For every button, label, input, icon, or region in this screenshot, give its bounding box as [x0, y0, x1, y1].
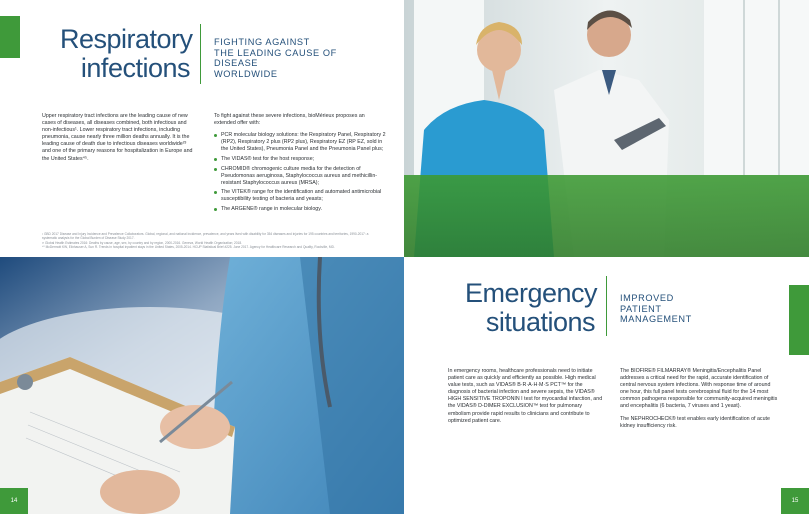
list-item: PCR molecular biology solutions: the Respiratory Panel, Respiratory 2 (RP2), Respiratory 2 plus (RP2 plus), Respiratory EZ (RP EZ, sold in the United States), Pneumonia Panel and the Pneumonia Panel plus; — [214, 132, 386, 153]
footnote: ⁴⁵ McDermott KW, Elixhauser A, Sun R. Trends in hospital inpatient stays in the United States, 2005-2014. HCUP Statistical Brief #225. June 2017. Agency for Healthcare Research and Quality, Rockville, MD. — [42, 245, 335, 250]
list-item: CHROMID® chromogenic culture media for the detection of Pseudomonas aeruginosa, Staphylococcus aureus and methicillin-resistant Staphylococcus aureus (MRSA); — [214, 166, 386, 187]
subhead-line: IMPROVED — [620, 293, 674, 303]
section-subhead — [620, 293, 760, 325]
right-column-text — [620, 368, 780, 435]
paragraph: The NEPHROCHECK® test enables early identification of acute kidney insufficiency risk. — [620, 415, 770, 429]
title-divider — [200, 24, 201, 84]
footnote: ¹ GBD 2017 Disease and Injury Incidence and Prevalence Collaborators. Global, regional, and national incidence, prevalence, and years lived with disability for 354 diseases and injuries for 195 countries and territories, 1990-2017: a systematic analysis for the Global Burden of Disease Study 2017. — [42, 232, 369, 241]
subhead-line: WORLDWIDE — [214, 68, 278, 79]
list-item: The ARGENE® range in molecular biology. — [214, 206, 386, 213]
subhead-line: MANAGEMENT — [620, 314, 692, 324]
paragraph: The BIOFIRE® FILMARRAY® Meningitis/Encephalitis Panel addresses a critical need for the rapid, accurate identification of central nervous system infections. With response time of around one hour, this full panel tests cerebrospinal fluid for the 14 most common pathogens responsible for community-acquired meningitis and encephalitis (6 bacteria, 7 viruses and 1 yeast). — [620, 368, 778, 410]
left-column-text — [42, 113, 194, 168]
title-divider — [606, 276, 607, 336]
left-column-text — [448, 368, 606, 430]
doctors-photo — [404, 0, 809, 257]
section-subhead — [214, 37, 364, 79]
paragraph: To fight against these severe infections, bioMérieux proposes an extended offer with: — [214, 113, 365, 127]
title-line: infections — [80, 53, 190, 83]
footnote: ²³ Global Health Estimates 2016: Deaths by cause, age, sex, by country and by region, 2000-2016. Geneva, World Health Organization; 2018. — [42, 240, 242, 245]
footnotes — [42, 232, 372, 250]
title-line: Emergency — [465, 278, 598, 308]
nurse-writing-photo — [0, 257, 404, 514]
subhead-line: DISEASE — [214, 58, 259, 68]
paragraph: Upper respiratory tract infections are the leading cause of new cases of diseases, all diseases combined, both infectious and non-infectious¹. Lower respiratory tract infections, including pneumonia, cause nearly three million deaths annually. It is the leading cause of death due to infectious diseases worldwide²³ and one of the primary reasons for hospitalization in Europe and the United States⁴⁵. — [42, 113, 193, 162]
page-title-respiratory — [60, 24, 193, 83]
page-number-left: 14 — [0, 488, 28, 514]
accent-tab-right — [789, 285, 809, 355]
right-column-text — [214, 113, 386, 216]
page-title-emergency — [465, 278, 598, 337]
list-item: The VITEK® range for the identification and automated antimicrobial susceptibility testing of bacteria and yeasts; — [214, 189, 386, 203]
page-number-right: 15 — [781, 488, 809, 514]
accent-tab-left — [0, 16, 20, 58]
subhead-line: FIGHTING AGAINST — [214, 37, 310, 47]
title-line: Respiratory — [60, 24, 193, 54]
list-item: The VIDAS® test for the host response; — [214, 156, 386, 163]
subhead-line: PATIENT — [620, 303, 662, 314]
offer-list — [214, 132, 386, 213]
subhead-line: THE LEADING CAUSE OF — [214, 47, 337, 58]
title-line: situations — [485, 307, 595, 337]
paragraph: In emergency rooms, healthcare professionals need to initiate patient care as quickly and efficiently as possible. High medical value tests, such as VIDAS® B·R·A·H·M·S PCT™ for the diagnosis of bacterial infection and severe sepsis, the VIDAS® HIGH SENSITIVE TROPONIN I test for myocardial infarction, and the VIDAS® D-DIMER EXCLUSION™ test for pulmonary embolism provide rapid results to clinicians and contribute to optimized patient care. — [448, 368, 603, 424]
